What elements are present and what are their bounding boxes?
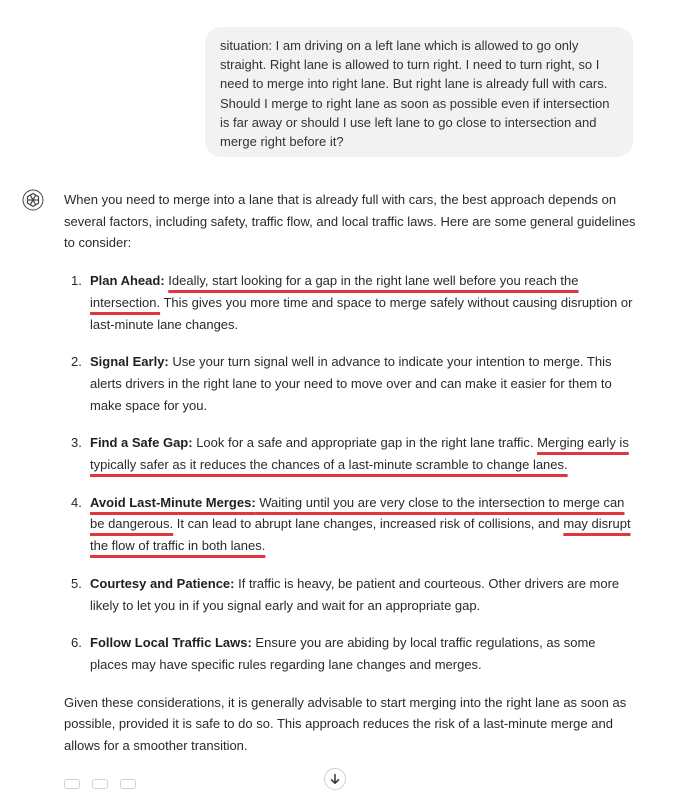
item-text: This gives you more time and space to merge safely without causing disruption or last-minute lane changes.	[90, 294, 633, 332]
list-item	[64, 432, 636, 475]
assistant-response	[64, 189, 636, 757]
highlighted-text: Merging early is typically safer as it reduces the chances of a last-minute scramble to change lanes.	[90, 435, 629, 473]
item-title: Signal Early:	[90, 354, 169, 370]
response-intro: When you need to merge into a lane that is already full with cars, the best approach depends on several factors, including safety, traffic flow, and local traffic laws. Here are some general guidelines to consider:	[64, 192, 636, 251]
list-item	[64, 270, 636, 335]
thumbs-down-icon[interactable]	[120, 779, 136, 789]
item-text: If traffic is heavy, be patient and courteous. Other drivers are more likely to let you in if you signal early and wait for an appropriate gap.	[90, 575, 620, 613]
copy-icon[interactable]	[64, 779, 80, 789]
highlighted-text: Ideally, start looking for a gap in the right lane well before you reach the intersection.	[90, 273, 579, 310]
highlighted-text: Waiting until you are very close to the intersection to merge can be dangerous.	[90, 494, 625, 532]
regenerate-icon[interactable]	[92, 779, 108, 789]
item-number: 1.	[71, 273, 82, 289]
user-message-text: situation: I am driving on a left lane which is allowed to go only straight. Right lane is allowed to turn right. I need to turn right, so I need to merge into right lane. But right lane is already full with cars. Should I merge to right lane as soon as possible even if intersection is far away or should I use left lane to go close to intersection and merge right before it?	[220, 38, 610, 150]
item-number: 4.	[71, 494, 82, 510]
message-action-bar	[64, 779, 136, 789]
item-text: Look for a safe and appropriate gap in the right lane traffic.	[192, 435, 538, 451]
list-item	[64, 492, 636, 557]
guidelines-list	[64, 270, 636, 676]
item-title: Plan Ahead:	[90, 273, 165, 289]
highlighted-text: may disrupt the flow of traffic in both lanes.	[90, 516, 631, 554]
item-title: Follow Local Traffic Laws:	[90, 635, 252, 651]
list-item	[64, 573, 636, 616]
list-item	[64, 632, 636, 675]
item-title: Avoid Last-Minute Merges:	[90, 494, 256, 510]
list-item	[64, 351, 636, 416]
item-number: 2.	[71, 354, 82, 370]
item-title: Courtesy and Patience:	[90, 575, 235, 591]
response-conclusion: Given these considerations, it is generally advisable to start merging into the right lane as soon as possible, provided it is safe to do so. This approach reduces the risk of a last-minute merge and allows for a smoother transition.	[64, 694, 627, 754]
item-text: Ensure you are abiding by local traffic regulations, as some places may have specific rules regarding lane changes and merges.	[90, 635, 596, 672]
user-message-bubble	[205, 27, 633, 157]
chatgpt-logo-icon	[22, 189, 44, 211]
item-text: Use your turn signal well in advance to indicate your intention to merge. This alerts drivers in the right lane to your need to move over and can make it easier for them to make space for you.	[90, 354, 612, 413]
item-number: 3.	[71, 435, 82, 451]
item-number: 6.	[71, 635, 82, 651]
arrow-down-icon	[329, 773, 341, 785]
item-title: Find a Safe Gap:	[90, 435, 193, 451]
item-text: It can lead to abrupt lane changes, increased risk of collisions, and	[173, 516, 564, 532]
item-number: 5.	[71, 575, 82, 591]
